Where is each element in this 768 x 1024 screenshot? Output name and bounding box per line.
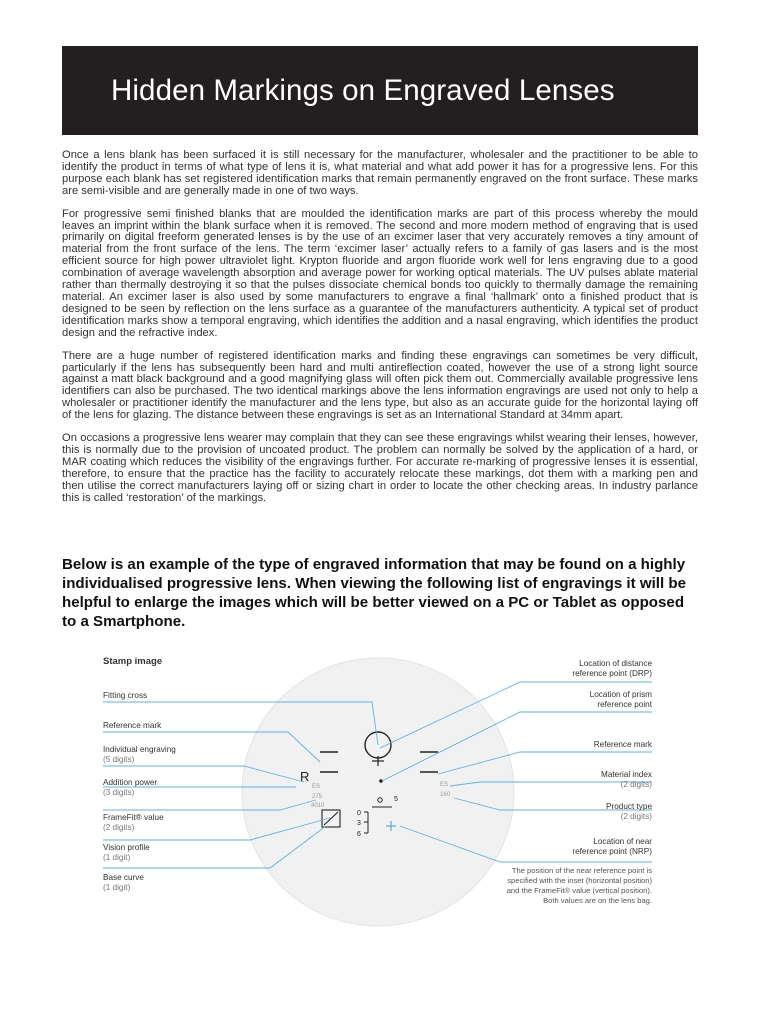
- scale-label-6: 6: [357, 831, 361, 838]
- label-text: Reference mark: [103, 721, 162, 730]
- scale-label-0: 0: [357, 810, 361, 817]
- label-sub: (1 digit): [103, 853, 131, 862]
- label-text: Reference mark: [593, 740, 652, 749]
- label-text: Base curve: [103, 873, 144, 882]
- label-text: Location of prism: [589, 690, 652, 699]
- label-sub: (2 digits): [620, 780, 652, 789]
- label-text: Fitting cross: [103, 691, 148, 700]
- lens-right-code2: 160: [440, 792, 451, 798]
- label-text: Addition power: [103, 778, 158, 787]
- label-framefit-value: [103, 813, 164, 833]
- label-text: Location of near: [593, 837, 652, 846]
- label-sub: (5 digits): [103, 755, 135, 764]
- label-right-reference-mark: [502, 740, 652, 750]
- label-text: reference point: [597, 700, 652, 709]
- label-text: Vision profile: [103, 843, 150, 852]
- lens-stamp-diagram: [0, 640, 768, 940]
- lens-left-code: ES: [312, 784, 321, 790]
- scale-label-5: 5: [394, 796, 398, 803]
- nrp-note: The position of the near reference point is specified with the inset (horizontal position) and the FrameFit® value (vertical position). Both values are on the lens bag.: [506, 866, 652, 905]
- label-text: Location of distance: [579, 659, 652, 668]
- lens-letter: R: [300, 769, 310, 784]
- label-prism-reference-point: [502, 690, 652, 710]
- paragraph: On occasions a progressive lens wearer may complain that they can see these engravings whilst wearing their lenses, however, this is normally due to the provision of uncoated product. The problem can normally be solved by the application of a hard, or MAR coating which reduces the visibility of the engravings further. For accurate re-marking of progressive lenses it is essential, therefore, to ensure that the practice has the facility to accurately relocate these markings, dot them with a marking pen and then utilise the correct manufacturers laying off or sizing chart in order to locate the other checking areas. In industry parlance this is called ‘restoration’ of the markings.: [62, 432, 698, 504]
- label-near-reference-point: [502, 837, 652, 857]
- label-base-curve: [103, 873, 144, 893]
- lens-right-code: ES: [440, 782, 449, 788]
- paragraph: There are a huge number of registered identification marks and finding these engravings can sometimes be very difficult, particularly if the lens has subsequently been hard and multi antireflection coated, however the use of a strong light source against a matt black background and a good magnifying glass will often pick them out. Commercially available progressive lens identifiers can also be purchased. The two identical markings above the lens information engravings are used not only to help a wholesaler or practitioner identify the manufacturer and the lens type, but also as an accurate guide for the horizontal laying off of the lens for glazing. The distance between these engravings is set as an International Standard at 34mm apart.: [62, 349, 698, 422]
- label-text: Material index: [601, 770, 652, 779]
- article-body: [62, 150, 698, 515]
- label-reference-mark: [103, 721, 161, 731]
- lens-disc: [242, 658, 514, 926]
- label-text: Individual engraving: [103, 745, 176, 754]
- label-material-index: [502, 770, 652, 790]
- lens-left-code3: 4010: [311, 803, 325, 809]
- label-addition-power: [103, 778, 157, 798]
- scale-label-3: 3: [357, 820, 361, 827]
- label-product-type: [502, 802, 652, 822]
- label-text: reference point (DRP): [572, 669, 652, 678]
- label-fitting-cross: [103, 691, 147, 701]
- lens-left-code2: 275: [312, 794, 323, 800]
- label-sub: (3 digits): [103, 788, 135, 797]
- label-text: FrameFit® value: [103, 813, 164, 822]
- page-title: Hidden Markings on Engraved Lenses: [111, 73, 615, 107]
- label-sub: (2 digits): [103, 823, 135, 832]
- label-sub: (2 digits): [620, 812, 652, 821]
- label-text: reference point (NRP): [572, 847, 652, 856]
- label-individual-engraving: [103, 745, 176, 765]
- label-distance-reference-point: [502, 659, 652, 679]
- label-vision-profile: [103, 843, 150, 863]
- paragraph: Once a lens blank has been surfaced it is still necessary for the manufacturer, wholesaler and the practitioner to be able to identify the product in terms of what type of lens it is, what material and what add power it has for a progressive lens. For this purpose each blank has set registered identification marks that remain permanently engraved on the front surface. These marks are semi-visible and are generally made in one of two ways.: [62, 149, 698, 197]
- lead-paragraph: Below is an example of the type of engraved information that may be found on a highly individualised progressive lens. When viewing the following list of engravings it will be helpful to enlarge the images which will be better viewed on a PC or Tablet as opposed to a Smartphone.: [62, 556, 686, 630]
- paragraph: For progressive semi finished blanks that are moulded the identification marks are part of this process whereby the mould leaves an imprint within the blank surface when it is removed. The second and more modern method of engraving that is used primarily on digital freeform generated lenses is by the use of an excimer laser that very accurately removes a tiny amount of material from the front surface of the lens. The term ‘excimer laser’ actually refers to a family of gas lasers and is the most efficient source for high power ultraviolet light. Krypton fluoride and argon fluoride work well for lens engraving due to a good combination of average wavelength absorption and average power for working optical materials. The UV pulses ablate material rather than thermally destroying it so that the pulses dissociate chemical bonds too quickly to thermally damage the remaining material. An excimer laser is also used by some manufacturers to engrave a final ‘hallmark’ onto a finished product that is designed to be seen by reflection on the lens surface as a guarantee of the manufacturers authenticity. A typical set of product identification marks show a temporal engraving, which identifies the addition and a nasal engraving, which identifies the product design and the refractive index.: [62, 207, 698, 339]
- title-banner: [62, 46, 698, 135]
- lead-text: [62, 555, 702, 631]
- stamp-title: Stamp image: [103, 656, 163, 667]
- label-text: Product type: [606, 802, 652, 811]
- label-sub: (1 digit): [103, 883, 131, 892]
